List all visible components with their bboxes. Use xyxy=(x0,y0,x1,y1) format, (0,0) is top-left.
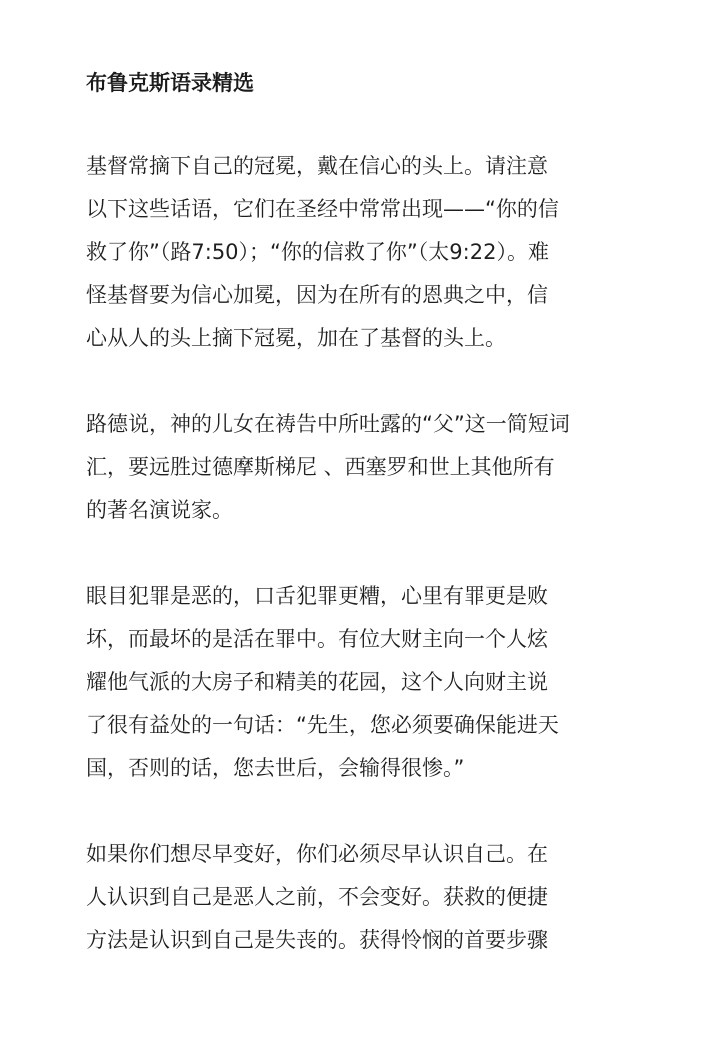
paragraph-line: 心从人的头上摘下冠冕，加在了基督的头上。 xyxy=(86,326,506,350)
article xyxy=(86,64,634,1005)
paragraph-line: 怪基督要为信心加冕，因为在所有的恩典之中，信 xyxy=(86,283,548,307)
paragraph-line: 耀他气派的大房子和精美的花园，这个人向财主说 xyxy=(86,670,548,694)
paragraph-line: 汇，要远胜过德摩斯梯尼 、西塞罗和世上其他所有 xyxy=(86,455,555,479)
paragraph-line: 以下这些话语，它们在圣经中常常出现——“你的信 xyxy=(86,197,559,221)
paragraph-line: 的著名演说家。 xyxy=(86,498,233,522)
article-title: 布鲁克斯语录精选 xyxy=(86,71,254,95)
paragraph-line: 了很有益处的一句话：“先生，您必须要确保能进天 xyxy=(86,713,559,737)
paragraph-line: 眼目犯罪是恶的，口舌犯罪更糟，心里有罪更是败 xyxy=(86,584,548,608)
paragraph-line: 坏，而最坏的是活在罪中。有位大财主向一个人炫 xyxy=(86,627,548,651)
paragraph-line: 路德说，神的儿女在祷告中所吐露的“父”这一简短词 xyxy=(86,412,570,436)
paragraph-2 xyxy=(86,403,634,532)
paragraph-line: 基督常摘下自己的冠冕，戴在信心的头上。请注意 xyxy=(86,154,548,178)
paragraph-3 xyxy=(86,575,634,790)
paragraph-line: 救了你”（路7:50）；“你的信救了你”（太9:22）。难 xyxy=(86,240,549,264)
paragraph-4 xyxy=(86,833,634,962)
paragraph-line: 国，否则的话，您去世后，会输得很惨。” xyxy=(86,756,465,780)
paragraph-line: 如果你们想尽早变好，你们必须尽早认识自己。在 xyxy=(86,842,548,866)
paragraph-line: 人认识到自己是恶人之前，不会变好。获救的便捷 xyxy=(86,885,548,909)
paragraph-1 xyxy=(86,145,634,360)
paragraph-line: 方法是认识到自己是失丧的。获得怜悯的首要步骤 xyxy=(86,928,548,952)
